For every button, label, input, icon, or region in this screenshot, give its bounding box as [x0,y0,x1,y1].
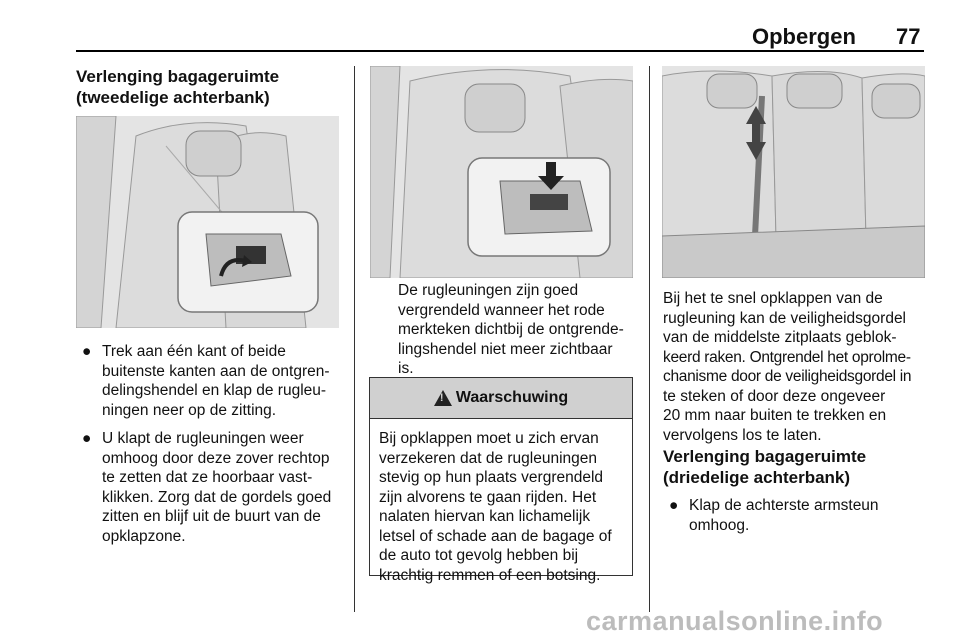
illustration-lock-indicator [370,66,633,278]
text-line: vergrendeld wanneer het rode [398,301,605,319]
heading-line: (driedelige achterbank) [663,468,851,487]
column-divider-1 [354,66,355,612]
text-line: krachtig remmen of een botsing. [379,566,601,584]
text-line: te zetten dat ze hoorbaar vast- [102,469,313,486]
section-title: Opbergen [752,24,856,49]
text-line: verzekeren dat de rugleuningen [379,449,598,467]
warning-box [369,377,633,584]
text-line: 20 mm naar buiten te trekken en [663,407,887,424]
text-line: van de middelste zitplaats geblok- [663,329,897,346]
text-line: merkteken dichtbij de ontgrende- [398,321,624,338]
text-line: buitenste kanten aan de ontgren- [102,362,330,380]
heading-line: Verlenging bagageruimte [663,447,867,466]
text-line: lingshendel niet meer zichtbaar [398,340,613,358]
warning-header [370,378,632,419]
text-line: te steken of door deze ongeveer [663,387,886,405]
text-line: zijn alvorens te gaan rijden. Het [379,488,597,506]
text-line: Bij het te snel opklappen van de [663,290,883,307]
lock-status-paragraph [398,281,638,379]
list-item [663,496,933,535]
seat-release-illustration [76,116,339,328]
section-heading-two-part-bench [76,66,346,108]
text-line: omhoog. [689,516,750,534]
text-line: keerd raken. Ontgrendel het oprolme- [663,348,911,366]
header-rule [76,50,924,52]
text-line: letsel of schade aan de bagage of [379,527,612,545]
text-line: chanisme door de veiligheidsgordel in [663,368,912,385]
lock-indicator-illustration [370,66,633,278]
text-line: nalaten hiervan kan lichamelijk [379,508,591,525]
illustration-seatbelt [662,66,925,278]
list-item [76,342,348,420]
text-line: is. [398,360,414,377]
warning-text [370,419,632,595]
text-line: klikken. Zorg dat de gordels goed [102,488,332,506]
text-line: ningen neer op de zitting. [102,401,277,419]
text-line: Bij opklappen moet u zich ervan [379,430,599,447]
text-line: Klap de achterste armsteun [689,497,879,514]
bullet-marker: ● [669,497,679,514]
seatbelt-paragraph [663,289,933,445]
page-number: 77 [896,24,921,49]
text-line: delingshendel en klap de rugleu- [102,382,327,399]
text-line: U klapt de rugleuningen weer [102,430,304,447]
text-line: stevig op hun plaats vergrendeld [379,469,604,486]
seatbelt-illustration [662,66,925,278]
text-line: vervolgens los te laten. [663,426,822,444]
text-line: Trek aan één kant of beide [102,343,286,360]
text-line: de auto tot gevolg hebben bij [379,547,579,564]
text-line: zitten en blijf uit de buurt van de [102,508,321,525]
column-divider-2 [649,66,650,612]
text-line: opklapzone. [102,527,186,545]
bullet-marker: ● [82,343,92,360]
illustration-two-part-seat [76,116,339,328]
instruction-list [76,342,348,546]
heading-line: (tweedelige achterbank) [76,88,270,107]
bullet-marker: ● [82,430,92,447]
watermark: carmanualsonline.info [586,606,884,636]
warning-title: Waarschuwing [455,389,569,406]
text-line: omhoog door deze zover rechtop [102,449,330,467]
text-line: rugleuning kan de veiligheidsgordel [663,309,907,327]
warning-triangle-icon [434,390,452,406]
heading-line: Verlenging bagageruimte [76,67,280,86]
list-item [76,429,348,546]
section-heading-three-part-bench [663,446,933,488]
text-line: De rugleuningen zijn goed [398,282,579,299]
instruction-list-three-part [663,496,933,535]
